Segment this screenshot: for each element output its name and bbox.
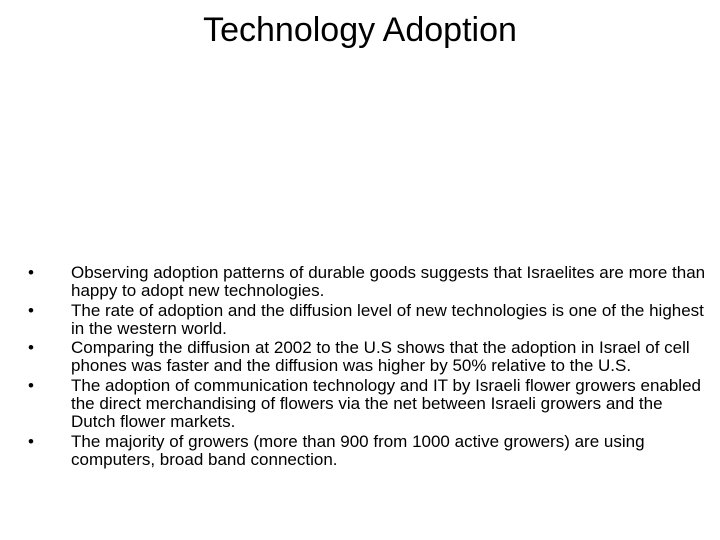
bullet-item-5 <box>28 433 708 470</box>
bullet-item-3 <box>28 339 708 376</box>
slide-title: Technology Adoption <box>203 11 517 49</box>
bullet-text: The adoption of communication technology and IT by Israeli flower growers enabled the direct merchandising of flowers via the net between Israeli growers and the Dutch flower markets. <box>71 375 701 432</box>
bullet-icon: • <box>28 431 34 451</box>
bullet-list <box>28 264 708 470</box>
bullet-item-2 <box>28 302 708 339</box>
bullet-icon: • <box>28 338 34 358</box>
bullet-text: The majority of growers (more than 900 from 1000 active growers) are using computers, broad band connection. <box>71 431 645 469</box>
bullet-icon: • <box>28 263 34 282</box>
bullet-item-1 <box>28 264 708 301</box>
bullet-text: Observing adoption patterns of durable goods suggests that Israelites are more than happy to adopt new technologies. <box>71 263 706 301</box>
bullet-item-4 <box>28 377 708 432</box>
bullet-icon: • <box>28 300 34 320</box>
bullet-text: Comparing the diffusion at 2002 to the U.S shows that the adoption in Israel of cell phones was faster and the diffusion was higher by 50% relative to the U.S. <box>71 338 690 376</box>
bullet-icon: • <box>28 375 34 395</box>
bullet-text: The rate of adoption and the diffusion level of new technologies is one of the highest in the western world. <box>71 300 704 338</box>
